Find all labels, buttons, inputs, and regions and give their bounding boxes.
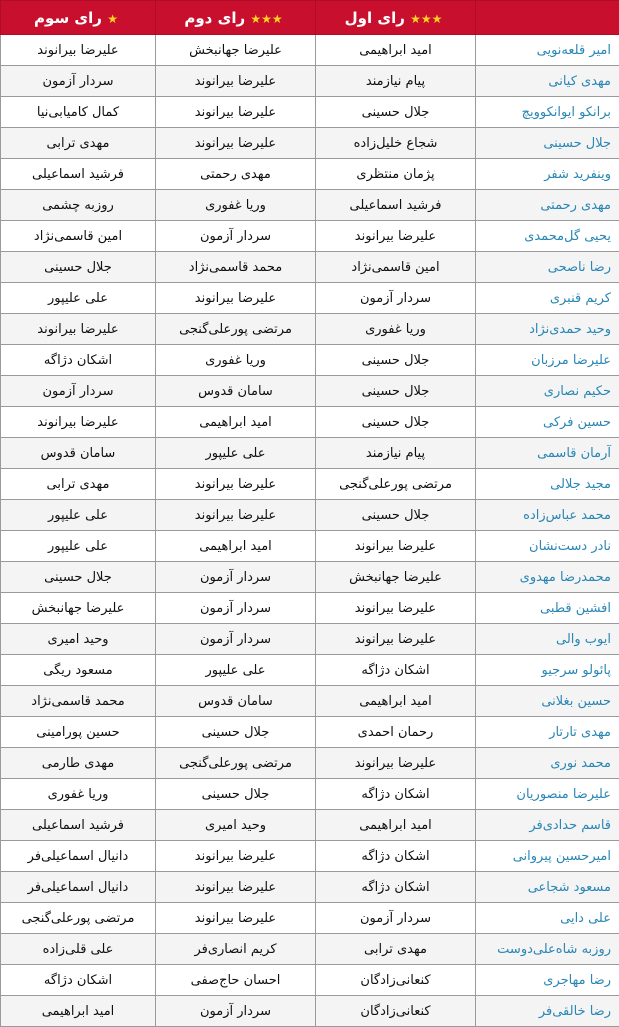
first-vote-cell: کنعانی‌زادگان — [316, 996, 476, 1027]
voter-name-cell: آرمان قاسمی — [476, 438, 619, 469]
voter-name-cell: حسین بغلانی — [476, 686, 619, 717]
table-row — [1, 996, 619, 1027]
voter-name-cell: جلال حسینی — [476, 128, 619, 159]
table-row — [1, 810, 619, 841]
second-vote-cell: جلال حسینی — [156, 779, 316, 810]
first-vote-cell: رحمان احمدی — [316, 717, 476, 748]
header-row — [1, 1, 619, 35]
first-vote-cell: پیام نیازمند — [316, 438, 476, 469]
header-first-stars: ★★★ — [410, 12, 442, 26]
voter-name-cell: حسین فرکی — [476, 407, 619, 438]
second-vote-cell: وریا غفوری — [156, 345, 316, 376]
table-row — [1, 469, 619, 500]
voter-name-cell: محمد نوری — [476, 748, 619, 779]
third-vote-cell: محمد قاسمی‌نژاد — [1, 686, 156, 717]
first-vote-cell: فرشید اسماعیلی — [316, 190, 476, 221]
third-vote-cell: اشکان دژاگه — [1, 965, 156, 996]
third-vote-cell: اشکان دژاگه — [1, 345, 156, 376]
table-row — [1, 66, 619, 97]
second-vote-cell: علیرضا بیرانوند — [156, 872, 316, 903]
voter-name-cell: امیرحسین پیروانی — [476, 841, 619, 872]
header-third-stars: ★ — [107, 12, 118, 26]
first-vote-cell: علیرضا بیرانوند — [316, 221, 476, 252]
first-vote-cell: جلال حسینی — [316, 500, 476, 531]
third-vote-cell: فرشید اسماعیلی — [1, 159, 156, 190]
header-player — [476, 1, 619, 35]
third-vote-cell: سردار آزمون — [1, 376, 156, 407]
voter-name-cell: مهدی رحمتی — [476, 190, 619, 221]
second-vote-cell: وریا غفوری — [156, 190, 316, 221]
voter-name-cell: یحیی گل‌محمدی — [476, 221, 619, 252]
third-vote-cell: کمال کامیابی‌نیا — [1, 97, 156, 128]
table-row — [1, 562, 619, 593]
voter-name-cell: محمد عباس‌زاده — [476, 500, 619, 531]
first-vote-cell: مرتضی پورعلی‌گنجی — [316, 469, 476, 500]
second-vote-cell: علیرضا بیرانوند — [156, 903, 316, 934]
voter-name-cell: حکیم نصاری — [476, 376, 619, 407]
first-vote-cell: امید ابراهیمی — [316, 686, 476, 717]
third-vote-cell: امین قاسمی‌نژاد — [1, 221, 156, 252]
first-vote-cell: پیام نیازمند — [316, 66, 476, 97]
voter-name-cell: امیر قلعه‌نویی — [476, 35, 619, 66]
voter-name-cell: محمدرضا مهدوی — [476, 562, 619, 593]
second-vote-cell: محمد قاسمی‌نژاد — [156, 252, 316, 283]
third-vote-cell: دانیال اسماعیلی‌فر — [1, 841, 156, 872]
second-vote-cell: علیرضا بیرانوند — [156, 128, 316, 159]
third-vote-cell: علیرضا بیرانوند — [1, 407, 156, 438]
voter-name-cell: علیرضا منصوریان — [476, 779, 619, 810]
voter-name-cell: وحید حمدی‌نژاد — [476, 314, 619, 345]
second-vote-cell: علی علیپور — [156, 655, 316, 686]
second-vote-cell: سردار آزمون — [156, 624, 316, 655]
header-second-stars: ★★★ — [250, 12, 282, 26]
second-vote-cell: علیرضا جهانبخش — [156, 35, 316, 66]
third-vote-cell: روزبه چشمی — [1, 190, 156, 221]
voter-name-cell: نادر دست‌نشان — [476, 531, 619, 562]
table-row — [1, 159, 619, 190]
header-second-vote — [156, 1, 316, 35]
third-vote-cell: مهدی ترابی — [1, 469, 156, 500]
second-vote-cell: سردار آزمون — [156, 996, 316, 1027]
third-vote-cell: وحید امیری — [1, 624, 156, 655]
second-vote-cell: مرتضی پورعلی‌گنجی — [156, 314, 316, 345]
table-row — [1, 128, 619, 159]
header-second-label: رای دوم — [184, 9, 245, 27]
third-vote-cell: امید ابراهیمی — [1, 996, 156, 1027]
second-vote-cell: علی علیپور — [156, 438, 316, 469]
voter-name-cell: علی دایی — [476, 903, 619, 934]
second-vote-cell: علیرضا بیرانوند — [156, 841, 316, 872]
third-vote-cell: مسعود ریگی — [1, 655, 156, 686]
voter-name-cell: افشین قطبی — [476, 593, 619, 624]
voter-name-cell: پائولو سرجیو — [476, 655, 619, 686]
third-vote-cell: علی قلی‌زاده — [1, 934, 156, 965]
first-vote-cell: علیرضا بیرانوند — [316, 531, 476, 562]
second-vote-cell: علیرضا بیرانوند — [156, 283, 316, 314]
voter-name-cell: قاسم حدادی‌فر — [476, 810, 619, 841]
first-vote-cell: اشکان دژاگه — [316, 779, 476, 810]
third-vote-cell: علیرضا جهانبخش — [1, 593, 156, 624]
second-vote-cell: علیرضا بیرانوند — [156, 469, 316, 500]
voter-name-cell: ایوب والی — [476, 624, 619, 655]
second-vote-cell: سامان قدوس — [156, 376, 316, 407]
table-row — [1, 655, 619, 686]
first-vote-cell: کنعانی‌زادگان — [316, 965, 476, 996]
third-vote-cell: سردار آزمون — [1, 66, 156, 97]
third-vote-cell: مهدی ترابی — [1, 128, 156, 159]
first-vote-cell: علیرضا بیرانوند — [316, 624, 476, 655]
first-vote-cell: جلال حسینی — [316, 407, 476, 438]
header-first-label: رای اول — [345, 9, 405, 27]
table-row — [1, 500, 619, 531]
voter-name-cell: کریم قنبری — [476, 283, 619, 314]
second-vote-cell: امید ابراهیمی — [156, 531, 316, 562]
second-vote-cell: سامان قدوس — [156, 686, 316, 717]
table-row — [1, 593, 619, 624]
voter-name-cell: رضا ناصحی — [476, 252, 619, 283]
first-vote-cell: وریا غفوری — [316, 314, 476, 345]
voter-name-cell: مسعود شجاعی — [476, 872, 619, 903]
second-vote-cell: وحید امیری — [156, 810, 316, 841]
voter-name-cell: مجید جلالی — [476, 469, 619, 500]
second-vote-cell: کریم انصاری‌فر — [156, 934, 316, 965]
header-third-vote — [1, 1, 156, 35]
second-vote-cell: سردار آزمون — [156, 221, 316, 252]
third-vote-cell: مهدی طارمی — [1, 748, 156, 779]
table-row — [1, 35, 619, 66]
voter-name-cell: مهدی کیانی — [476, 66, 619, 97]
first-vote-cell: سردار آزمون — [316, 903, 476, 934]
second-vote-cell: علیرضا بیرانوند — [156, 500, 316, 531]
first-vote-cell: امید ابراهیمی — [316, 35, 476, 66]
header-first-vote — [316, 1, 476, 35]
first-vote-cell: علیرضا بیرانوند — [316, 748, 476, 779]
header-third-label: رای سوم — [34, 9, 102, 27]
first-vote-cell: امین قاسمی‌نژاد — [316, 252, 476, 283]
voter-name-cell: وینفرید شفر — [476, 159, 619, 190]
first-vote-cell: اشکان دژاگه — [316, 655, 476, 686]
third-vote-cell: علیرضا بیرانوند — [1, 314, 156, 345]
table-row — [1, 376, 619, 407]
third-vote-cell: وریا غفوری — [1, 779, 156, 810]
table-row — [1, 221, 619, 252]
first-vote-cell: علیرضا جهانبخش — [316, 562, 476, 593]
table-row — [1, 314, 619, 345]
voter-name-cell: رضا مهاجری — [476, 965, 619, 996]
first-vote-cell: شجاع خلیل‌زاده — [316, 128, 476, 159]
third-vote-cell: علی علیپور — [1, 531, 156, 562]
second-vote-cell: جلال حسینی — [156, 717, 316, 748]
table-row — [1, 531, 619, 562]
table-row — [1, 624, 619, 655]
third-vote-cell: علیرضا بیرانوند — [1, 35, 156, 66]
second-vote-cell: علیرضا بیرانوند — [156, 97, 316, 128]
table-row — [1, 686, 619, 717]
table-row — [1, 190, 619, 221]
second-vote-cell: احسان حاج‌صفی — [156, 965, 316, 996]
third-vote-cell: علی علیپور — [1, 500, 156, 531]
votes-body — [1, 35, 619, 1027]
voter-name-cell: برانکو ایوانکوویچ — [476, 97, 619, 128]
first-vote-cell: جلال حسینی — [316, 345, 476, 376]
first-vote-cell: مهدی ترابی — [316, 934, 476, 965]
voter-name-cell: روزبه شاه‌علی‌دوست — [476, 934, 619, 965]
third-vote-cell: حسین پورامینی — [1, 717, 156, 748]
second-vote-cell: سردار آزمون — [156, 562, 316, 593]
table-row — [1, 283, 619, 314]
first-vote-cell: امید ابراهیمی — [316, 810, 476, 841]
table-row — [1, 438, 619, 469]
second-vote-cell: علیرضا بیرانوند — [156, 66, 316, 97]
third-vote-cell: سامان قدوس — [1, 438, 156, 469]
table-row — [1, 97, 619, 128]
table-row — [1, 965, 619, 996]
table-row — [1, 934, 619, 965]
table-row — [1, 345, 619, 376]
first-vote-cell: پژمان منتظری — [316, 159, 476, 190]
table-row — [1, 252, 619, 283]
first-vote-cell: جلال حسینی — [316, 376, 476, 407]
third-vote-cell: دانیال اسماعیلی‌فر — [1, 872, 156, 903]
third-vote-cell: علی علیپور — [1, 283, 156, 314]
table-row — [1, 407, 619, 438]
first-vote-cell: جلال حسینی — [316, 97, 476, 128]
third-vote-cell: جلال حسینی — [1, 252, 156, 283]
table-row — [1, 903, 619, 934]
second-vote-cell: مهدی رحمتی — [156, 159, 316, 190]
table-row — [1, 872, 619, 903]
second-vote-cell: سردار آزمون — [156, 593, 316, 624]
voter-name-cell: مهدی تارتار — [476, 717, 619, 748]
table-row — [1, 779, 619, 810]
first-vote-cell: اشکان دژاگه — [316, 872, 476, 903]
second-vote-cell: مرتضی پورعلی‌گنجی — [156, 748, 316, 779]
third-vote-cell: جلال حسینی — [1, 562, 156, 593]
table-row — [1, 717, 619, 748]
table-row — [1, 748, 619, 779]
voter-name-cell: رضا خالقی‌فر — [476, 996, 619, 1027]
first-vote-cell: اشکان دژاگه — [316, 841, 476, 872]
third-vote-cell: فرشید اسماعیلی — [1, 810, 156, 841]
first-vote-cell: سردار آزمون — [316, 283, 476, 314]
third-vote-cell: مرتضی پورعلی‌گنجی — [1, 903, 156, 934]
voter-name-cell: علیرضا مرزبان — [476, 345, 619, 376]
second-vote-cell: امید ابراهیمی — [156, 407, 316, 438]
table-row — [1, 841, 619, 872]
first-vote-cell: علیرضا بیرانوند — [316, 593, 476, 624]
